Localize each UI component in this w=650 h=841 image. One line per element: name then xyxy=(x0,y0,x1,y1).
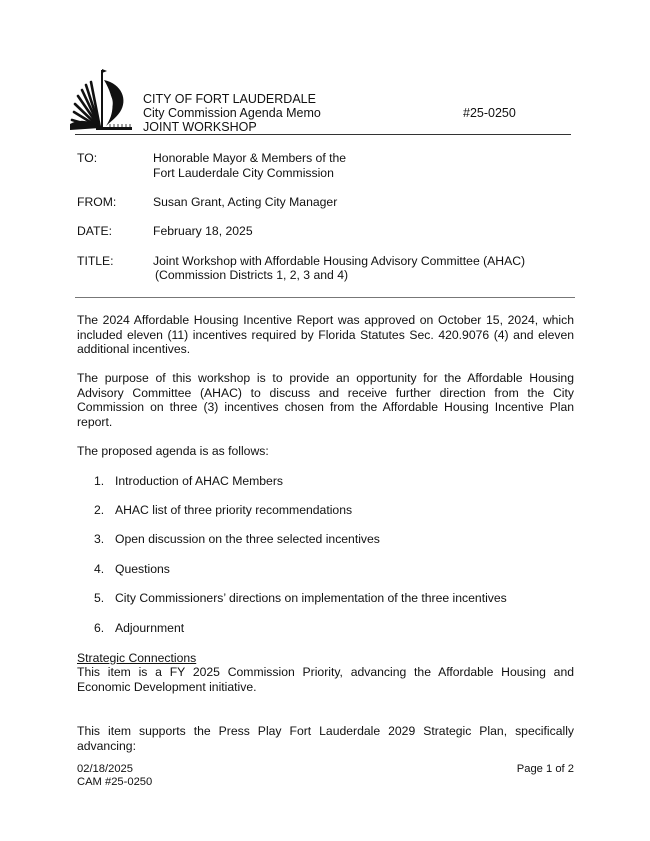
footer-date: 02/18/2025 xyxy=(77,763,133,775)
to-label: TO: xyxy=(77,151,98,165)
agenda-item: 5. City Commissioners’ directions on implementation of the three incentives xyxy=(94,591,507,605)
footer-page-number: Page 1 of 2 xyxy=(516,763,574,775)
from-label: FROM: xyxy=(77,195,117,209)
header-divider xyxy=(75,134,571,135)
date-label: DATE: xyxy=(77,224,112,238)
strategic-paragraph: This item is a FY 2025 Commission Priority, advancing the Affordable Housing and Economic Development initiative. xyxy=(77,665,574,694)
agenda-item: 6. Adjournment xyxy=(94,621,185,635)
strategic-plan-paragraph: This item supports the Press Play Fort Lauderdale 2029 Strategic Plan, specifically advancing: xyxy=(77,724,574,753)
meeting-type: JOINT WORKSHOP xyxy=(143,120,257,134)
org-name: CITY OF FORT LAUDERDALE xyxy=(143,92,316,106)
title-line-2: (Commission Districts 1, 2, 3 and 4) xyxy=(155,268,349,282)
intro-paragraph: The 2024 Affordable Housing Incentive Report was approved on October 15, 2024, which included eleven (11) incentives required by Florida Statutes Sec. 420.9076 (4) and eleven additional incentives. xyxy=(77,313,574,356)
date-value: February 18, 2025 xyxy=(153,224,253,238)
agenda-item: 1. Introduction of AHAC Members xyxy=(94,474,283,488)
memo-number: #25-0250 xyxy=(463,106,516,120)
city-logo-icon xyxy=(70,66,136,134)
purpose-paragraph: The purpose of this workshop is to provide an opportunity for the Affordable Housing Advisory Committee (AHAC) to discuss and receive further direction from the City Commission on three (3) incentives chosen from the Affordable Housing Incentive Plan report. xyxy=(77,371,574,429)
footer-cam-number: CAM #25-0250 xyxy=(77,776,153,788)
to-line-2: Fort Lauderdale City Commission xyxy=(153,166,334,180)
agenda-item: 4. Questions xyxy=(94,562,170,576)
agenda-item: 3. Open discussion on the three selected incentives xyxy=(94,532,380,546)
agenda-intro: The proposed agenda is as follows: xyxy=(77,444,269,458)
strategic-connections-heading: Strategic Connections xyxy=(77,651,197,665)
agenda-item: 2. AHAC list of three priority recommendations xyxy=(94,503,353,517)
from-value: Susan Grant, Acting City Manager xyxy=(153,195,338,209)
title-label: TITLE: xyxy=(77,254,114,268)
to-line-1: Honorable Mayor & Members of the xyxy=(153,151,347,165)
memo-type: City Commission Agenda Memo xyxy=(143,106,321,120)
fields-divider xyxy=(75,297,575,298)
title-line-1: Joint Workshop with Affordable Housing Advisory Committee (AHAC) xyxy=(153,254,526,268)
